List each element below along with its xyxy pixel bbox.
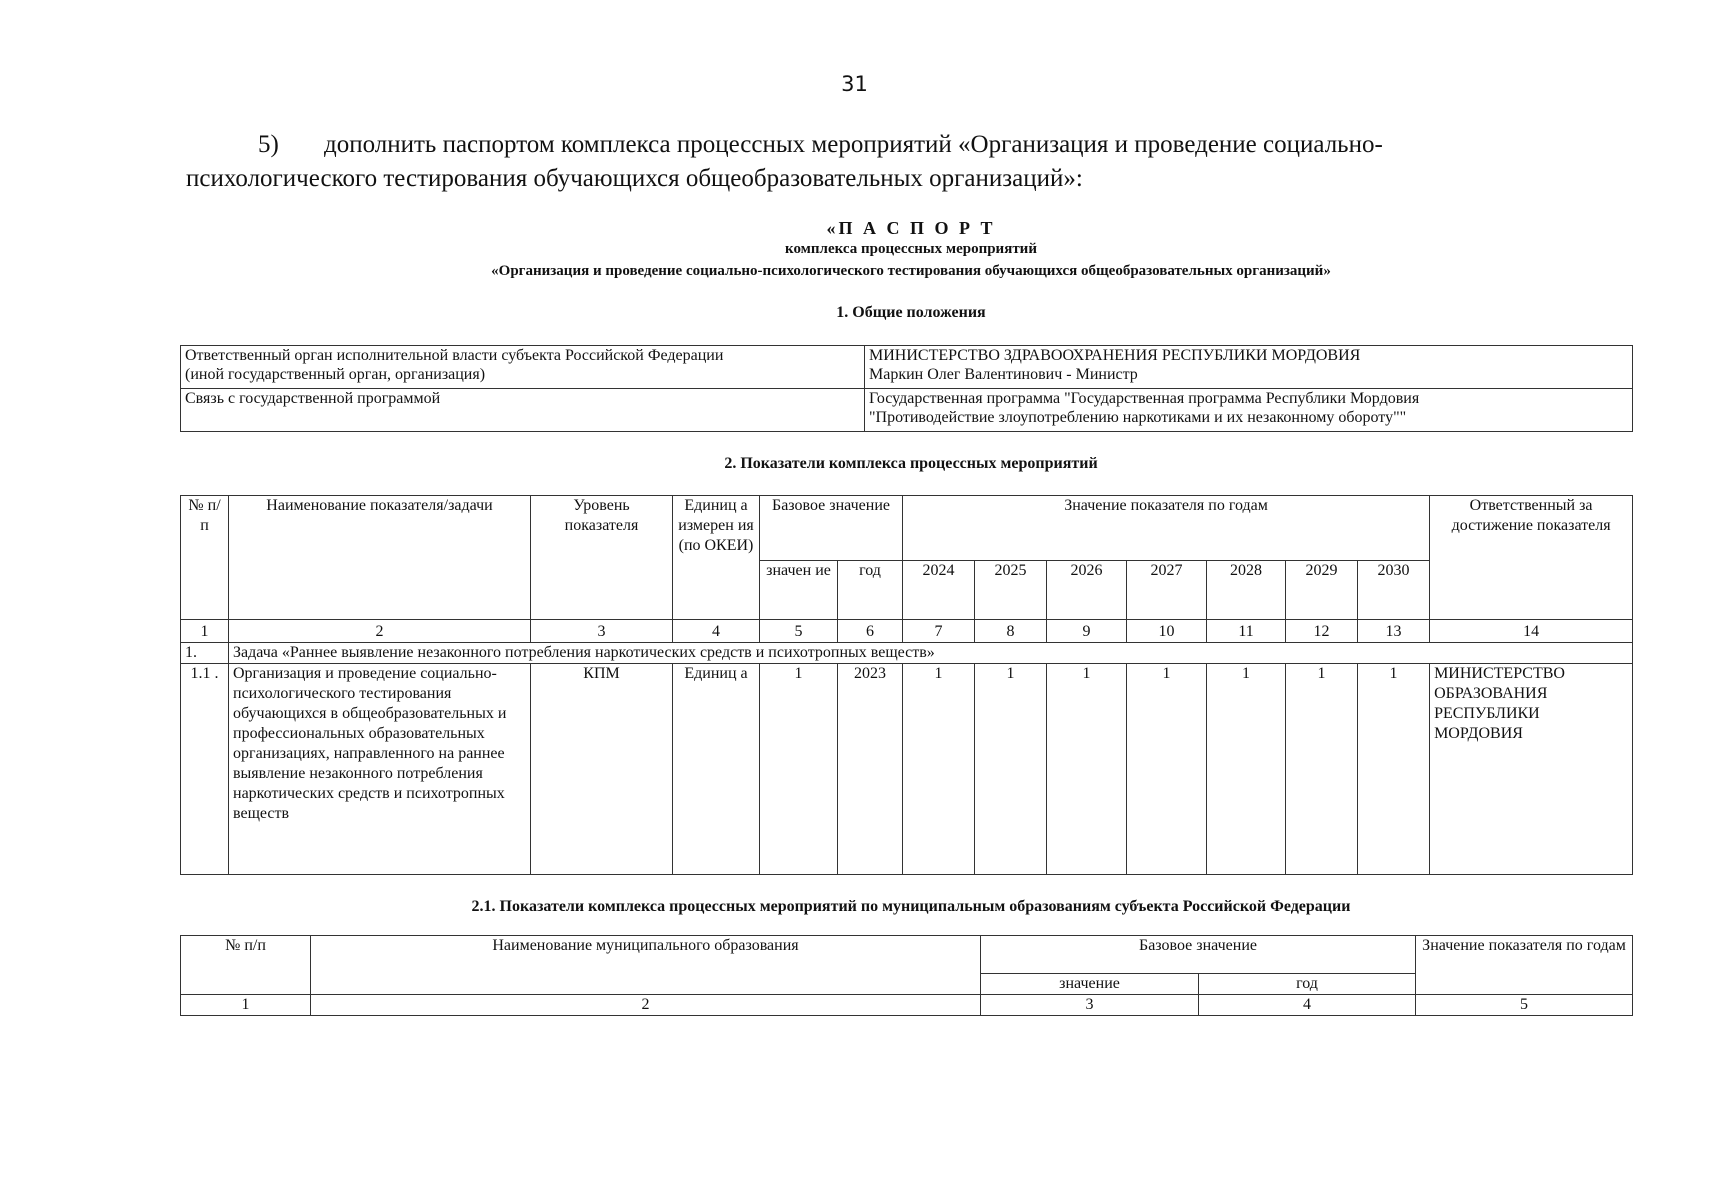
- indicator-num: 1.1 .: [181, 664, 229, 875]
- program-link-label-line1: Связь с государственной программой: [185, 390, 441, 407]
- header-years-group: Значение показателя по годам: [903, 496, 1430, 561]
- column-number: 3: [981, 995, 1199, 1016]
- header-year: 2025: [975, 561, 1047, 620]
- intro-number: 5): [258, 131, 279, 158]
- indicator-responsible: МИНИСТЕРСТВО ОБРАЗОВАНИЯ РЕСПУБЛИКИ МОРДОВИЯ: [1430, 664, 1633, 875]
- indicator-value-2026: 1: [1047, 664, 1127, 875]
- column-number: 1: [181, 995, 311, 1016]
- passport-title: «П А С П О Р Т: [826, 218, 996, 238]
- indicator-value-2027: 1: [1127, 664, 1207, 875]
- program-link-value-line2: "Противодействие злоупотреблению наркотиками и их незаконному обороту"": [869, 409, 1407, 426]
- indicator-value-2024: 1: [903, 664, 975, 875]
- indicators-table: [180, 495, 1633, 875]
- indicator-base-year: 2023: [838, 664, 903, 875]
- header-base-value: значен ие: [760, 561, 838, 620]
- responsible-label-line2: (иной государственный орган, организация): [185, 366, 486, 383]
- header-num: № п/п: [181, 496, 229, 620]
- header-year: 2024: [903, 561, 975, 620]
- column-number: 4: [673, 620, 760, 643]
- indicator-value-2029: 1: [1286, 664, 1358, 875]
- responsible-label-line1: Ответственный орган исполнительной власти субъекта Российской Федерации: [185, 347, 724, 364]
- header-base-year: год: [838, 561, 903, 620]
- column-number: 6: [838, 620, 903, 643]
- header-unit: Единиц а измерен ия (по ОКЕИ): [673, 496, 760, 620]
- responsible-label: [181, 346, 865, 389]
- column-number: 5: [760, 620, 838, 643]
- general-provisions-table: [180, 345, 1633, 432]
- responsible-value-line2: Маркин Олег Валентинович - Министр: [869, 366, 1138, 383]
- indicator-name: Организация и проведение социально-психологического тестирования обучающихся в общеобразовательных и профессиональных образовательных организациях, направленного на раннее выявление незаконного потребления наркотических средств и психотропных веществ: [229, 664, 531, 875]
- section-2-heading: 2. Показатели комплекса процессных мероприятий: [724, 455, 1098, 472]
- indicator-base-value: 1: [760, 664, 838, 875]
- section-1-heading: 1. Общие положения: [836, 304, 986, 321]
- table-row: [181, 346, 1633, 389]
- section-2-1-heading: 2.1. Показатели комплекса процессных мероприятий по муниципальным образованиям субъекта Российской Федерации: [471, 898, 1351, 915]
- table-header-row: [181, 936, 1633, 974]
- header-base-value: значение: [981, 973, 1199, 994]
- header-num: № п/п: [181, 936, 311, 995]
- header-responsible: Ответственный за достижение показателя: [1430, 496, 1633, 620]
- municipal-indicators-table: [180, 935, 1633, 1016]
- header-year: 2030: [1358, 561, 1430, 620]
- column-number: 5: [1416, 995, 1633, 1016]
- table-row: [181, 664, 1633, 875]
- column-number: 14: [1430, 620, 1633, 643]
- header-base: Базовое значение: [760, 496, 903, 561]
- column-number: 7: [903, 620, 975, 643]
- header-level: Уровень показателя: [531, 496, 673, 620]
- intro-line-2: психологического тестирования обучающихся общеобразовательных организаций»:: [186, 165, 1083, 192]
- column-number: 10: [1127, 620, 1207, 643]
- table-header-row: [181, 496, 1633, 561]
- column-number-row: [181, 620, 1633, 643]
- task-num: 1.: [181, 643, 229, 664]
- column-number: 3: [531, 620, 673, 643]
- program-link-label: [181, 389, 865, 432]
- header-year: 2026: [1047, 561, 1127, 620]
- indicator-value-2025: 1: [975, 664, 1047, 875]
- header-name: Наименование показателя/задачи: [229, 496, 531, 620]
- header-year: 2028: [1207, 561, 1286, 620]
- header-year: 2027: [1127, 561, 1207, 620]
- task-text: Задача «Раннее выявление незаконного потребления наркотических средств и психотропных веществ»: [229, 643, 1633, 664]
- header-municipality: Наименование муниципального образования: [311, 936, 981, 995]
- column-number: 4: [1199, 995, 1416, 1016]
- column-number: 12: [1286, 620, 1358, 643]
- passport-subtitle-1: комплекса процессных мероприятий: [785, 241, 1037, 257]
- column-number: 2: [311, 995, 981, 1016]
- responsible-value: [865, 346, 1633, 389]
- responsible-value-line1: МИНИСТЕРСТВО ЗДРАВООХРАНЕНИЯ РЕСПУБЛИКИ МОРДОВИЯ: [869, 347, 1361, 364]
- page-number: 31: [841, 72, 868, 96]
- column-number: 8: [975, 620, 1047, 643]
- column-number: 13: [1358, 620, 1430, 643]
- column-number: 2: [229, 620, 531, 643]
- program-link-value: [865, 389, 1633, 432]
- header-year: 2029: [1286, 561, 1358, 620]
- table-row: [181, 389, 1633, 432]
- header-base: Базовое значение: [981, 936, 1416, 974]
- indicator-unit: Единиц а: [673, 664, 760, 875]
- indicator-value-2028: 1: [1207, 664, 1286, 875]
- passport-subtitle-2: «Организация и проведение социально-психологического тестирования обучающихся общеобразовательных организаций»: [491, 263, 1331, 279]
- column-number-row: [181, 995, 1633, 1016]
- column-number: 1: [181, 620, 229, 643]
- column-number: 11: [1207, 620, 1286, 643]
- intro-line-1: [186, 128, 1646, 162]
- header-years: Значение показателя по годам: [1416, 936, 1633, 995]
- indicator-level: КПМ: [531, 664, 673, 875]
- program-link-value-line1: Государственная программа "Государственная программа Республики Мордовия: [869, 390, 1420, 407]
- header-base-year: год: [1199, 973, 1416, 994]
- task-row: [181, 643, 1633, 664]
- intro-text-1: дополнить паспортом комплекса процессных мероприятий «Организация и проведение социально-: [324, 131, 1383, 158]
- column-number: 9: [1047, 620, 1127, 643]
- indicator-value-2030: 1: [1358, 664, 1430, 875]
